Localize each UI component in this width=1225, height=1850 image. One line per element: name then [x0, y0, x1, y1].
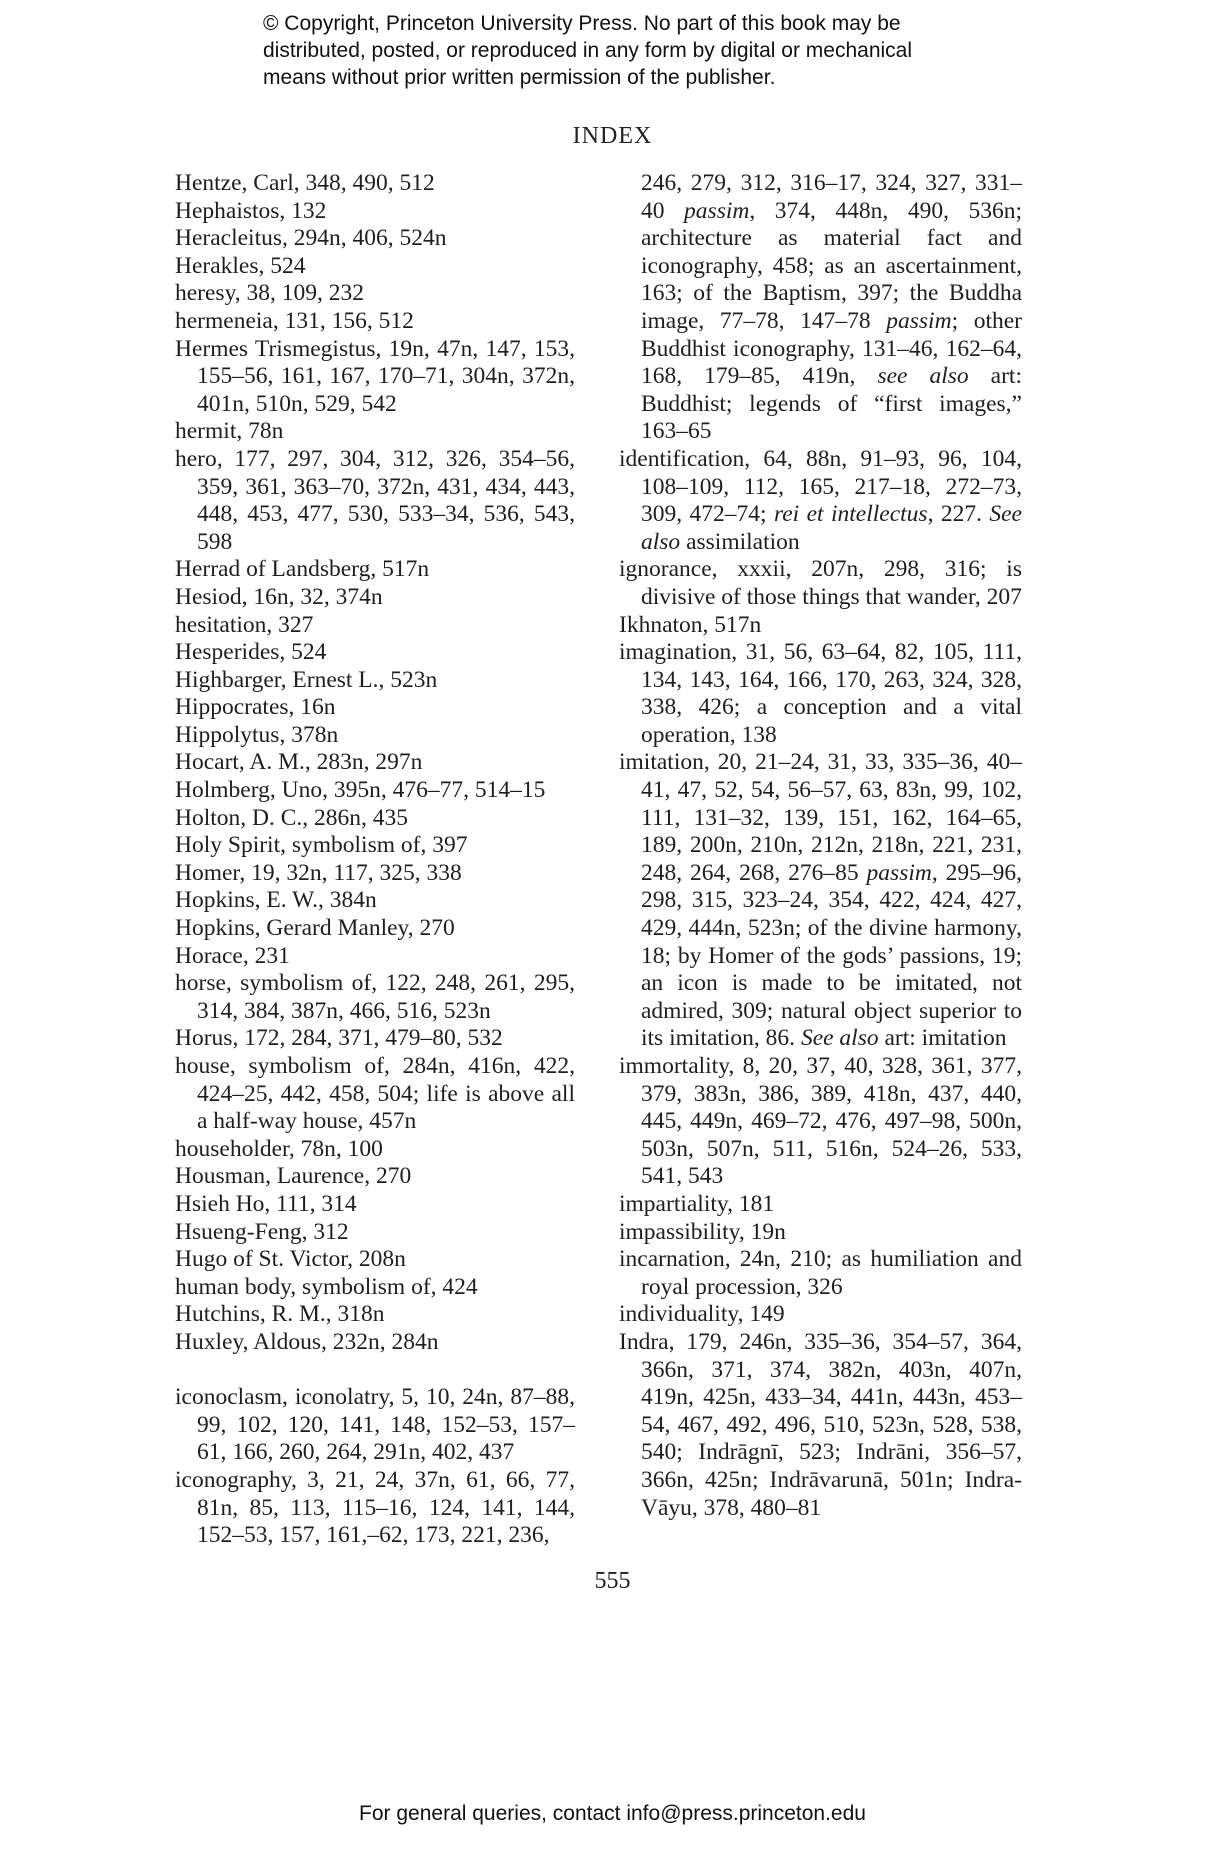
- index-entry: Hsueng-Feng, 312: [175, 1218, 349, 1245]
- index-entry-continued: 246, 279, 312, 316–17, 324, 327, 331–40 passim, 374, 448n, 490, 536n; architecture as material fact and iconography, 458; as an ascertainment, 163; of the Baptism, 397; the Buddha image, 77–78, 147–78 passim; other Buddhist iconography, 131–46, 162–64, 168, 179–85, 419n, see also art: Buddhist; legends of “first images,” 163–65: [641, 170, 1023, 445]
- index-entry: Hugo of St. Victor, 208n: [175, 1246, 406, 1273]
- index-entry: hesitation, 327: [175, 611, 314, 638]
- index-entry: Herrad of Landsberg, 517n: [175, 556, 430, 583]
- copyright-line: © Copyright, Princeton University Press. No part of this book may be: [263, 12, 901, 35]
- page-title: INDEX: [572, 123, 653, 149]
- index-entry: individuality, 149: [619, 1301, 785, 1328]
- index-entry: Horus, 172, 284, 371, 479–80, 532: [175, 1025, 503, 1052]
- index-entry: hero, 177, 297, 304, 312, 326, 354–56, 359, 361, 363–70, 372n, 431, 434, 443, 448, 453, 477, 530, 533–34, 536, 543, 598: [175, 445, 575, 555]
- index-entry: ignorance, xxxii, 207n, 298, 316; is divisive of those things that wander, 207: [619, 556, 1022, 610]
- index-entry: horse, symbolism of, 122, 248, 261, 295, 314, 384, 387n, 466, 516, 523n: [175, 970, 575, 1024]
- index-entry: Hesiod, 16n, 32, 374n: [175, 583, 383, 610]
- index-entry: Horace, 231: [175, 942, 290, 969]
- index-column-left: [175, 170, 575, 1550]
- index-entry: Indra, 179, 246n, 335–36, 354–57, 364, 366n, 371, 374, 382n, 403n, 407n, 419n, 425n, 433–34, 441n, 443n, 453–54, 467, 492, 496, 510, 523n, 528, 538, 540; Indrāgnī, 523; Indrāni, 356–57, 366n, 425n; Indrāvarunā, 501n; Indra-Vāyu, 378, 480–81: [619, 1328, 1022, 1521]
- index-entry: Housman, Laurence, 270: [175, 1163, 412, 1190]
- index-column-right: [619, 170, 1022, 1522]
- index-entry: Hippolytus, 378n: [175, 721, 339, 748]
- index-entry: householder, 78n, 100: [175, 1135, 383, 1162]
- index-entry: Holmberg, Uno, 395n, 476–77, 514–15: [175, 777, 546, 804]
- index-entry: Hopkins, E. W., 384n: [175, 887, 377, 914]
- page-number: 555: [594, 1568, 631, 1594]
- index-entry: Hippocrates, 16n: [175, 694, 336, 721]
- index-entry: Hermes Trismegistus, 19n, 47n, 147, 153, 155–56, 161, 167, 170–71, 304n, 372n, 401n, 510n, 529, 542: [175, 335, 575, 417]
- index-entry: iconography, 3, 21, 24, 37n, 61, 66, 77, 81n, 85, 113, 115–16, 124, 141, 144, 152–53, 157, 161,–62, 173, 221, 236,: [175, 1466, 575, 1549]
- index-entry: heresy, 38, 109, 232: [175, 280, 365, 307]
- index-entry: Holy Spirit, symbolism of, 397: [175, 832, 468, 859]
- index-entry: iconoclasm, iconolatry, 5, 10, 24n, 87–88, 99, 102, 120, 141, 148, 152–53, 157–61, 166, 260, 264, 291n, 402, 437: [175, 1384, 575, 1466]
- index-entry: Herakles, 524: [175, 252, 306, 279]
- index-entry: Homer, 19, 32n, 117, 325, 338: [175, 859, 462, 886]
- index-entry: identification, 64, 88n, 91–93, 96, 104, 108–109, 112, 165, 217–18, 272–73, 309, 472–74; rei et intellectus, 227. See also assimilation: [619, 445, 1022, 555]
- index-entry: Hsieh Ho, 111, 314: [175, 1190, 357, 1217]
- index-entry: impassibility, 19n: [619, 1218, 786, 1245]
- index-entry: Ikhnaton, 517n: [619, 611, 762, 638]
- index-entry: imagination, 31, 56, 63–64, 82, 105, 111, 134, 143, 164, 166, 170, 263, 324, 328, 338, 426; a conception and a vital operation, 138: [619, 639, 1022, 748]
- index-entry: imitation, 20, 21–24, 31, 33, 335–36, 40–41, 47, 52, 54, 56–57, 63, 83n, 99, 102, 111, 131–32, 139, 151, 162, 164–65, 189, 200n, 210n, 212n, 218n, 221, 231, 248, 264, 268, 276–85 passim, 295–96, 298, 315, 323–24, 354, 422, 424, 427, 429, 444n, 523n; of the divine harmony, 18; by Homer of the gods’ passions, 19; an icon is made to be imitated, not admired, 309; natural object superior to its imitation, 86. See also art: imitation: [619, 749, 1023, 1052]
- index-entry: hermit, 78n: [175, 418, 284, 445]
- index-entry: Holton, D. C., 286n, 435: [175, 804, 409, 831]
- copyright-line: means without prior written permission of the publisher.: [263, 66, 776, 89]
- copyright-line: distributed, posted, or reproduced in any form by digital or mechanical: [263, 39, 913, 62]
- index-entry: incarnation, 24n, 210; as humiliation and royal procession, 326: [619, 1246, 1022, 1300]
- footer-contact: For general queries, contact info@press.princeton.edu: [359, 1802, 866, 1825]
- index-entry: human body, symbolism of, 424: [175, 1273, 478, 1300]
- index-entry: Highbarger, Ernest L., 523n: [175, 666, 438, 693]
- copyright-notice: [263, 10, 1023, 91]
- index-entry: Hentze, Carl, 348, 490, 512: [175, 170, 435, 196]
- index-entry: hermeneia, 131, 156, 512: [175, 307, 414, 334]
- index-entry: Huxley, Aldous, 232n, 284n: [175, 1328, 439, 1355]
- index-entry: Hesperides, 524: [175, 639, 327, 666]
- index-entry: Heracleitus, 294n, 406, 524n: [175, 225, 447, 252]
- index-entry: house, symbolism of, 284n, 416n, 422, 424–25, 442, 458, 504; life is above all a half-way house, 457n: [175, 1053, 575, 1135]
- index-entry: immortality, 8, 20, 37, 40, 328, 361, 377, 379, 383n, 386, 389, 418n, 437, 440, 445, 449n, 469–72, 476, 497–98, 500n, 503n, 507n, 511, 516n, 524–26, 533, 541, 543: [619, 1053, 1022, 1190]
- index-entry: Hephaistos, 132: [175, 197, 327, 224]
- index-entry: Hocart, A. M., 283n, 297n: [175, 749, 423, 776]
- index-entry: impartiality, 181: [619, 1190, 775, 1217]
- index-entry: Hutchins, R. M., 318n: [175, 1301, 385, 1328]
- index-entry: Hopkins, Gerard Manley, 270: [175, 915, 455, 942]
